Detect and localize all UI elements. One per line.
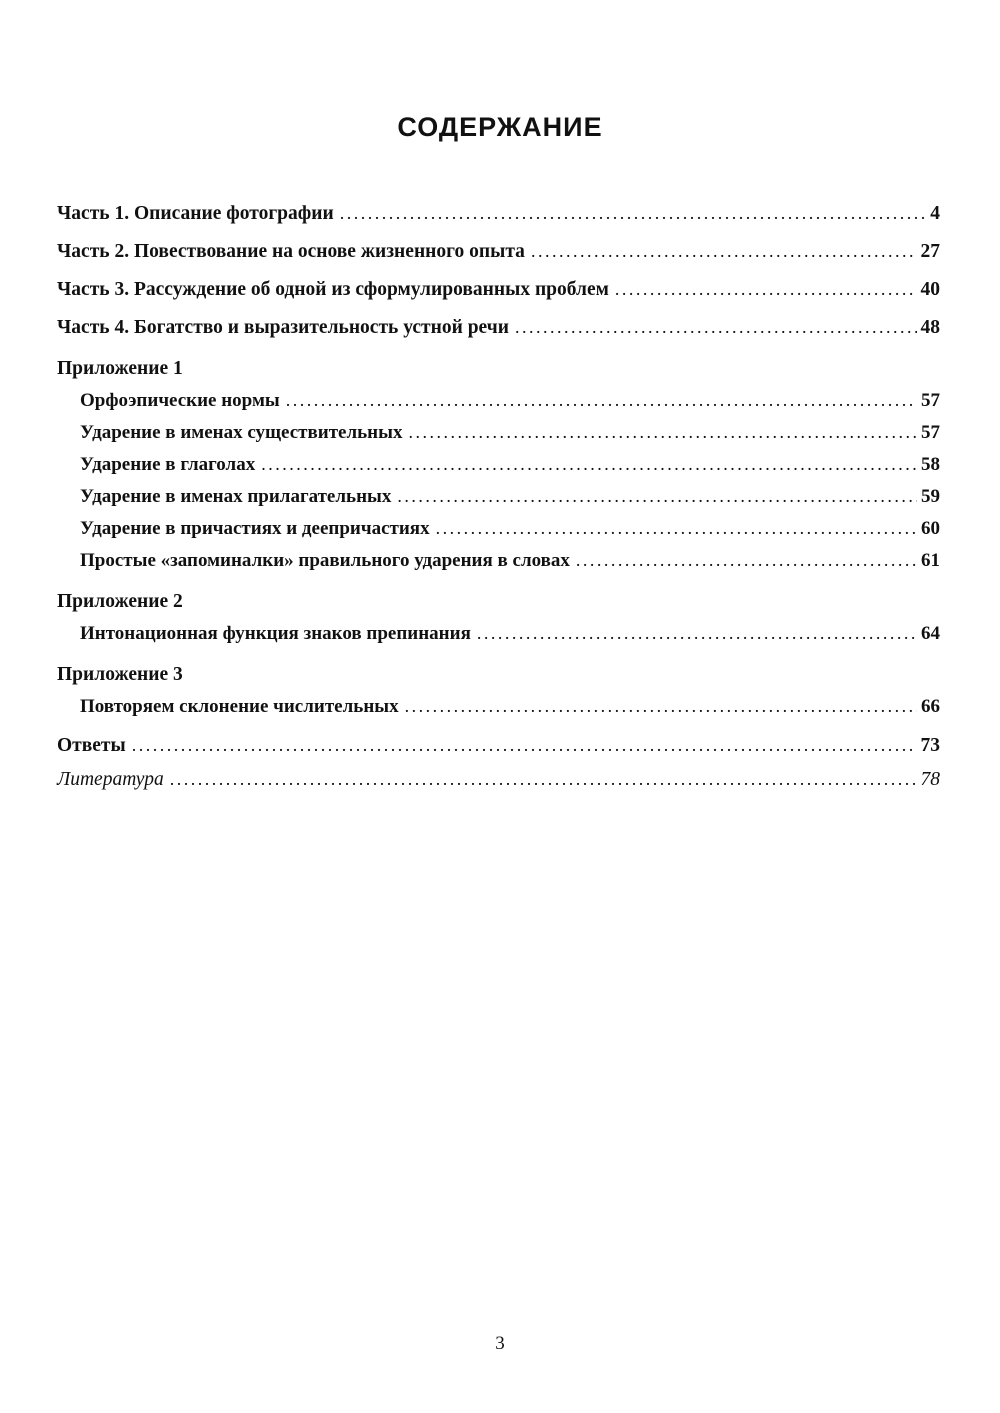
dot-leader <box>340 201 927 226</box>
toc-section-heading <box>57 356 940 381</box>
toc-entry <box>57 516 940 541</box>
dot-leader <box>286 388 917 413</box>
dot-leader <box>477 621 917 646</box>
toc-entry <box>57 315 940 340</box>
toc-entry-label: Часть 1. Описание фотографии <box>57 203 334 224</box>
toc-entry-page: 73 <box>920 735 940 756</box>
toc-entry-label: Интонационная функция знаков препинания <box>80 623 471 644</box>
toc-entry-page: 48 <box>920 317 940 338</box>
toc-entry <box>57 452 940 477</box>
toc-entry-label: Ударение в именах существительных <box>80 422 403 443</box>
toc-entry-page: 4 <box>930 203 940 224</box>
toc-entry <box>57 621 940 646</box>
toc-entry-label: Повторяем склонение числительных <box>80 696 399 717</box>
page-title: СОДЕРЖАНИЕ <box>397 112 603 142</box>
toc-entry-page: 66 <box>921 696 940 717</box>
toc-entry-label: Часть 4. Богатство и выразительность устной речи <box>57 317 509 338</box>
dot-leader <box>261 452 917 477</box>
toc-entry <box>57 420 940 445</box>
table-of-contents <box>57 201 940 792</box>
toc-entry <box>57 767 940 792</box>
toc-entry-label: Часть 2. Повествование на основе жизненного опыта <box>57 241 525 262</box>
toc-entry-label: Ударение в причастиях и деепричастиях <box>80 518 430 539</box>
toc-entry-label: Приложение 3 <box>57 664 183 685</box>
toc-entry-label: Приложение 2 <box>57 591 183 612</box>
toc-entry <box>57 277 940 302</box>
dot-leader <box>436 516 917 541</box>
toc-entry-label: Ответы <box>57 735 126 756</box>
toc-entry-page: 57 <box>921 422 940 443</box>
toc-entry <box>57 733 940 758</box>
toc-entry <box>57 484 940 509</box>
dot-leader <box>408 420 917 445</box>
dot-leader <box>132 733 917 758</box>
toc-entry-page: 61 <box>921 550 940 571</box>
toc-entry-label: Орфоэпические нормы <box>80 390 280 411</box>
toc-entry <box>57 239 940 264</box>
toc-entry-label: Литература <box>57 769 164 790</box>
toc-entry-page: 57 <box>921 390 940 411</box>
toc-section-heading <box>57 589 940 614</box>
toc-entry-label: Приложение 1 <box>57 358 183 379</box>
toc-entry <box>57 548 940 573</box>
toc-entry-page: 58 <box>921 454 940 475</box>
toc-entry-page: 60 <box>921 518 940 539</box>
toc-entry-page: 40 <box>920 279 940 300</box>
dot-leader <box>397 484 917 509</box>
toc-entry <box>57 388 940 413</box>
folio-page-number: 3 <box>495 1333 505 1354</box>
dot-leader <box>615 277 917 302</box>
toc-entry-label: Простые «запоминалки» правильного ударения в словах <box>80 550 570 571</box>
dot-leader <box>531 239 917 264</box>
dot-leader <box>576 548 917 573</box>
toc-entry-page: 64 <box>921 623 940 644</box>
toc-section-heading <box>57 662 940 687</box>
toc-entry <box>57 201 940 226</box>
toc-entry-label: Ударение в именах прилагательных <box>80 486 392 507</box>
toc-entry-page: 78 <box>920 769 940 790</box>
toc-entry-label: Часть 3. Рассуждение об одной из сформулированных проблем <box>57 279 609 300</box>
toc-entry-label: Ударение в глаголах <box>80 454 256 475</box>
dot-leader <box>515 315 917 340</box>
toc-entry-page: 59 <box>921 486 940 507</box>
dot-leader <box>170 767 917 792</box>
toc-entry <box>57 694 940 719</box>
dot-leader <box>405 694 917 719</box>
toc-entry-page: 27 <box>920 241 940 262</box>
